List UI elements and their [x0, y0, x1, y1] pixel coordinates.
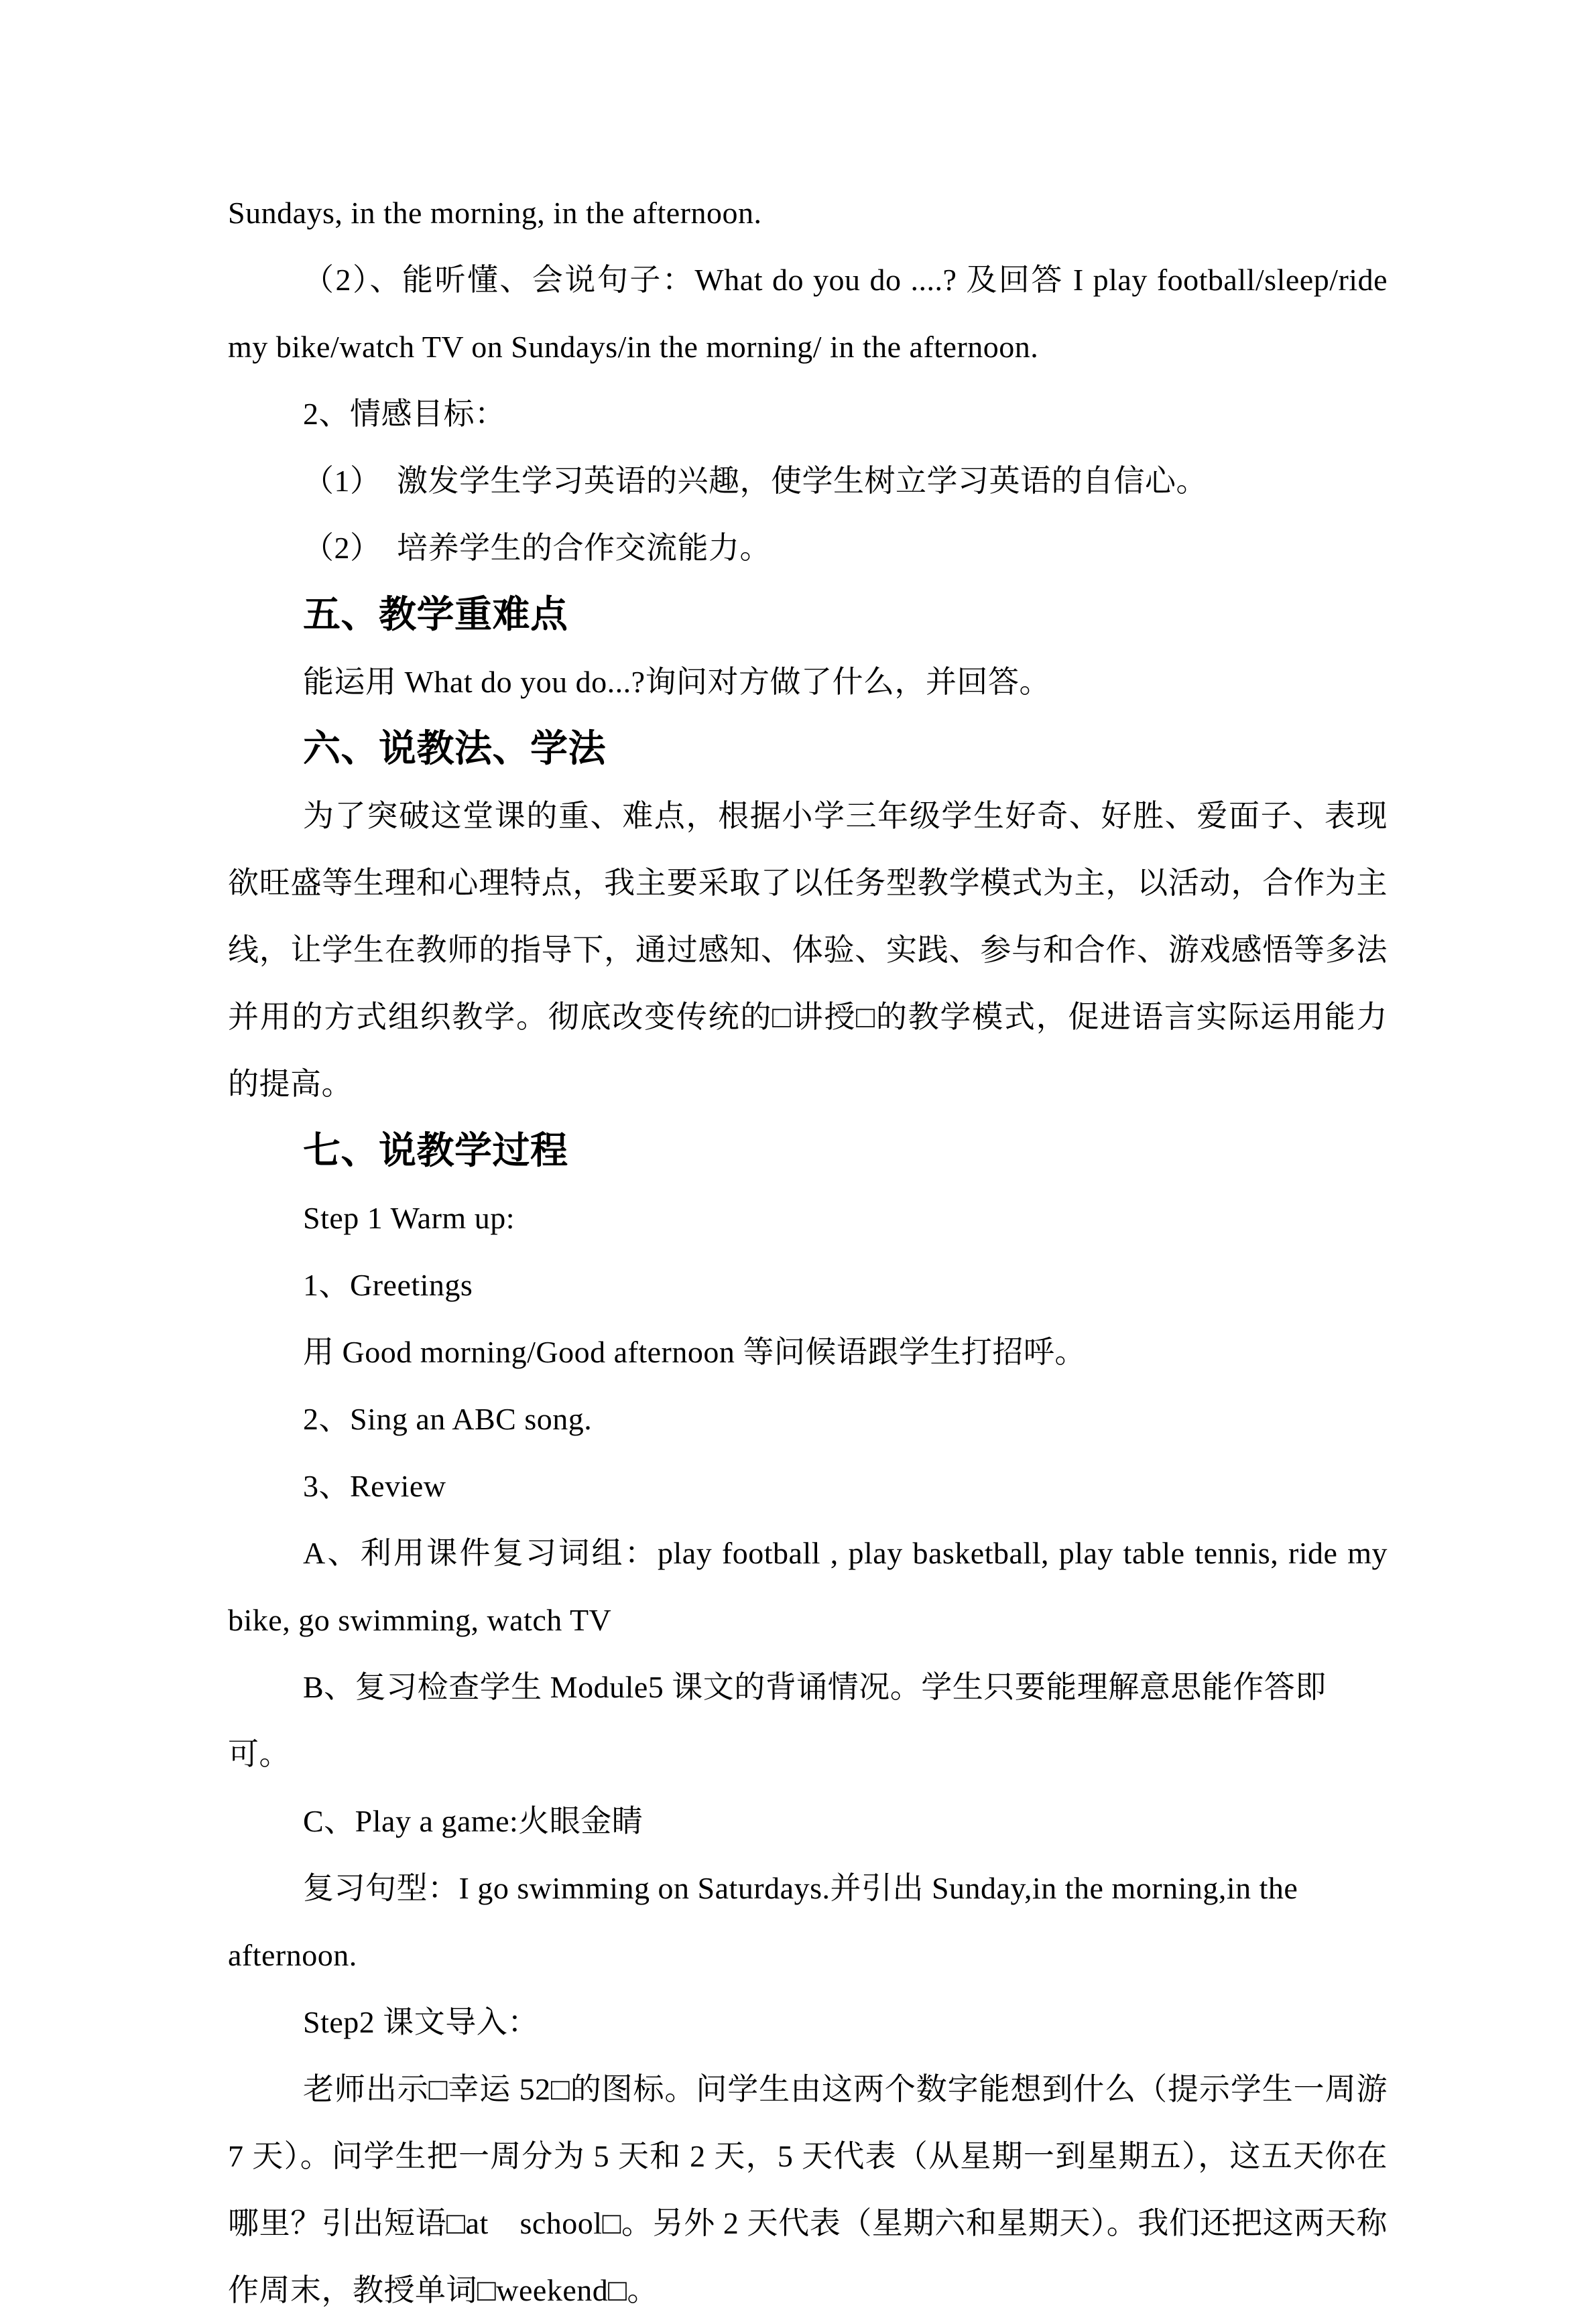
paragraph-emotional-goal-1: （1） 激发学生学习英语的兴趣，使学生树立学习英语的自信心。 — [303, 464, 1207, 498]
paragraph-sing-abc-song: 2、Sing an ABC song. — [303, 1402, 593, 1436]
document-content — [228, 180, 1388, 2324]
paragraph-teaching-methods-detail: 为了突破这堂课的重、难点，根据小学三年级学生好奇、好胜、爱面子、表现欲旺盛等生理和心理特点，我主要采取了以任务型教学模式为主，以活动，合作为主线，让学生在教师的指导下，通过感知、体验、实践、参与和合作、游戏感悟等多法并用的方式组织教学。彻底改变传统的□讲授□的教学模式，促进语言实际运用能力的提高。 — [228, 799, 1388, 1101]
paragraph-emotional-goals-label: 2、情感目标： — [303, 397, 506, 431]
paragraph-review-item-c: C、Play a game:火眼金睛 — [303, 1804, 643, 1838]
paragraph-listening-speaking-goal: （2）、能听懂、会说句子：What do you do ....? 及回答 I play football/sleep/ride my bike/watch TV on Sundays/in the morning/ in the afternoon. — [228, 263, 1388, 364]
paragraph-step2-lead-in: Step2 课文导入： — [303, 2005, 539, 2039]
heading-section-7-teaching-process: 七、说教学过程 — [303, 1131, 568, 1172]
paragraph-step1-warmup: Step 1 Warm up: — [303, 1201, 515, 1235]
heading-section-5-key-difficult-points: 五、教学重难点 — [303, 594, 568, 636]
heading-section-6-teaching-learning-methods: 六、说教法、学法 — [303, 728, 606, 770]
paragraph-emotional-goal-2: （2） 培养学生的合作交流能力。 — [303, 531, 771, 565]
paragraph-review: 3、Review — [303, 1469, 446, 1503]
paragraph-greetings: 1、Greetings — [303, 1268, 473, 1302]
paragraph-review-item-b: B、复习检查学生 Module5 课文的背诵情况。学生只要能理解意思能作答即可。 — [228, 1670, 1327, 1771]
paragraph-greetings-detail: 用 Good morning/Good afternoon 等问候语跟学生打招呼。 — [303, 1335, 1086, 1369]
paragraph-step2-detail: 老师出示□幸运 52□的图标。问学生由这两个数字能想到什么（提示学生一周游 7 天）。问学生把一周分为 5 天和 2 天，5 天代表（从星期一到星期五），这五天你在哪里？引出短语□at school□。另外 2 天代表（星期六和星期天）。我们还把这两天称作周末，教授单词□weekend□。 — [228, 2072, 1388, 2307]
paragraph-review-sentence-pattern: 复习句型：I go swimming on Saturdays.并引出 Sunday,in the morning,in the afternoon. — [228, 1871, 1298, 1972]
paragraph-review-item-a: A、利用课件复习词组：play football , play basketball, play table tennis, ride my bike, go swimming, watch TV — [228, 1536, 1388, 1637]
paragraph-key-points-detail: 能运用 What do you do...?询问对方做了什么，并回答。 — [303, 665, 1051, 699]
paragraph-page-continuation: Sundays, in the morning, in the afternoon. — [228, 196, 762, 230]
